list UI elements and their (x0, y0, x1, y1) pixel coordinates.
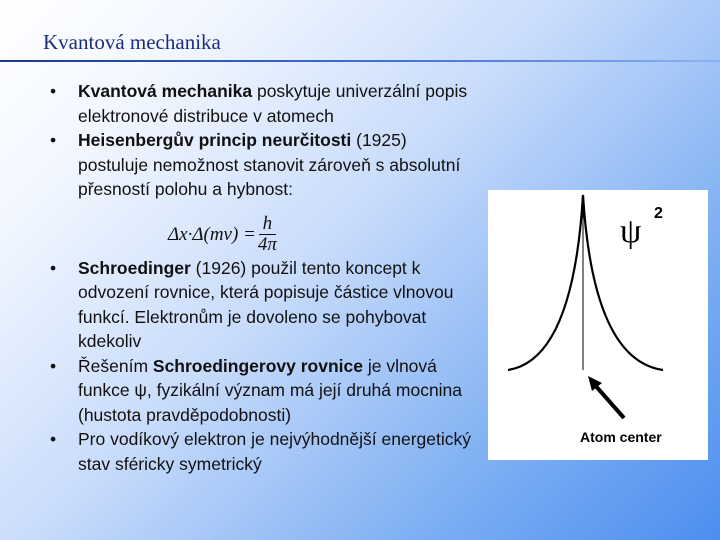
formula-numerator: h (259, 214, 277, 235)
bullet-bold: Schroedingerovy rovnice (152, 355, 363, 376)
uncertainty-formula (168, 214, 277, 255)
bullet-text: (1925) postuluje nemožnost stanovit zároveň s absolutní přesností polohu a hybnost: (78, 130, 461, 199)
bullet-text: Pro vodíkový elektron je nejvýhodnější energetický stav sféricky symetrický (78, 429, 471, 474)
bullet-bold: Schroedinger (78, 257, 191, 278)
psi-exponent: 2 (654, 205, 663, 222)
formula-denominator: 4π (257, 234, 277, 255)
probability-density-diagram (488, 190, 708, 460)
bullet-hydrogen (50, 427, 480, 476)
slide-title: Kvantová mechanika (43, 30, 221, 54)
psi-symbol: ψ (620, 213, 642, 250)
bullet-text: (1926) použil tento koncept k odvození rovnice, která popisuje částice vlnovou funkcí. Elektronům je dovoleno se pohybovat kdekoliv (78, 257, 454, 351)
bullet-bold: Heisenbergův princip neurčitosti (78, 130, 352, 150)
bullet-heisenberg (50, 128, 480, 202)
formula-lhs: Δx·Δ(mv) = (168, 223, 256, 245)
bullet-list (50, 79, 480, 476)
bullet-quantum-mechanics (50, 79, 480, 128)
formula-fraction (258, 214, 277, 255)
bullet-wave-function (50, 354, 480, 428)
bullet-prefix: Řešením (78, 355, 153, 376)
title-underline (0, 60, 720, 62)
bullet-text: poskytuje univerzální popis elektronové distribuce v atomech (78, 81, 468, 126)
bullet-text: je vlnová funkce ψ, fyzikální význam má její druhá mocnina (hustota pravděpodobnosti) (78, 355, 463, 425)
diagram-background (488, 190, 708, 460)
atom-center-caption: Atom center (580, 429, 662, 445)
bullet-bold: Kvantová mechanika (78, 81, 253, 101)
bullet-schroedinger (50, 256, 480, 354)
